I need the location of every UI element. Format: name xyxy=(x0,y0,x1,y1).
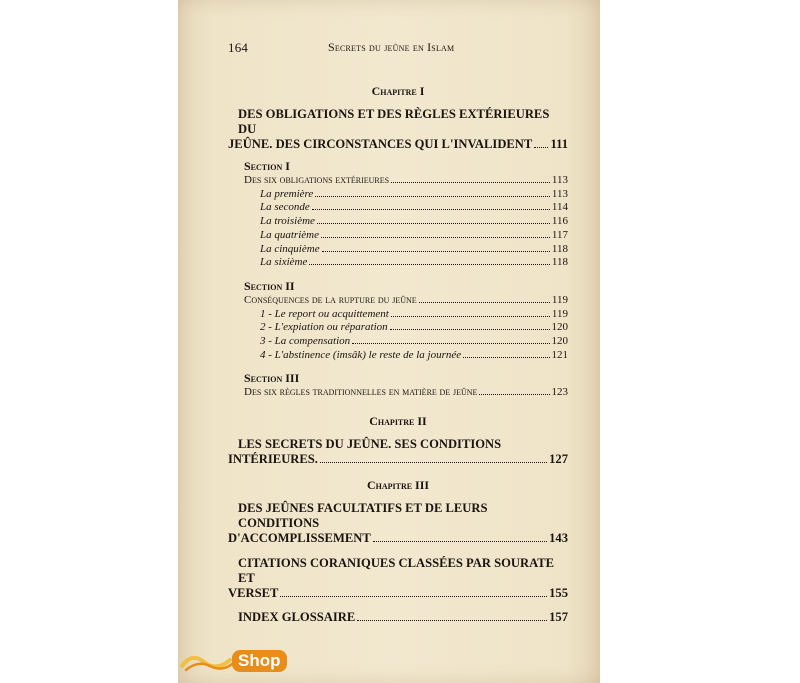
dot-leader xyxy=(317,223,550,224)
entry-page: 120 xyxy=(551,321,568,334)
page-header xyxy=(228,40,584,58)
entry-label: 2 - L'expiation ou réparation xyxy=(260,321,388,334)
toc-row xyxy=(228,321,568,335)
section-3-entry xyxy=(228,386,568,400)
chapter-2-title-line2 xyxy=(228,452,568,467)
entry-page: 119 xyxy=(551,307,568,320)
chapter-1-title-text: JEÛNE. DES CIRCONSTANCES QUI L'INVALIDENT xyxy=(228,137,533,151)
entry-label: Des six obligations extérieures xyxy=(244,174,390,186)
citations-page: 155 xyxy=(549,586,568,601)
entry-page: 118 xyxy=(551,256,568,269)
entry-page: 121 xyxy=(551,348,568,361)
chapter-3-title-line2 xyxy=(228,531,568,546)
chapter-2-page: 127 xyxy=(549,452,568,467)
entry-label: 1 - Le report ou acquittement xyxy=(260,307,389,320)
shop-logo xyxy=(180,648,296,676)
dot-leader xyxy=(357,620,547,621)
dot-leader xyxy=(534,147,548,148)
entry-page: 113 xyxy=(551,187,568,200)
entry-label: La seconde xyxy=(260,201,310,214)
entry-label: La cinquième xyxy=(260,242,320,255)
chapter-2-title-text: INTÉRIEURES. xyxy=(228,452,318,467)
chapter-1-label: Chapitre I xyxy=(371,84,425,98)
section-2-label: Section II xyxy=(244,278,295,293)
table-of-contents xyxy=(228,84,568,625)
dot-leader xyxy=(463,357,549,358)
chapter-2-label: Chapitre II xyxy=(369,414,427,429)
entry-label: Des six règles traditionnelles en matière de jeûne xyxy=(244,386,478,399)
entry-page: 119 xyxy=(551,293,568,306)
entry-page: 118 xyxy=(551,242,568,255)
chapter-1-title-line2 xyxy=(228,137,568,152)
index-page: 157 xyxy=(549,610,568,625)
index-title xyxy=(228,610,568,625)
book-page xyxy=(178,0,600,683)
entry-page: 123 xyxy=(551,386,568,399)
citations-title-line1: CITATIONS CORANIQUES CLASSÉES PAR SOURATE ET xyxy=(238,556,555,586)
chapter-1-page: 111 xyxy=(550,137,568,151)
entry-label: La sixième xyxy=(260,256,308,269)
dot-leader xyxy=(280,596,547,597)
entry-label: Conséquences de la rupture du jeûne xyxy=(244,293,417,306)
chapter-2-title xyxy=(228,437,568,467)
section-2-entry xyxy=(228,294,568,308)
entry-label: La troisième xyxy=(260,215,315,228)
toc-row xyxy=(228,335,568,349)
dot-leader xyxy=(391,316,550,317)
entry-page: 120 xyxy=(551,335,568,348)
toc-row xyxy=(228,243,568,257)
entry-label: La quatrième xyxy=(260,228,319,241)
chapter-3-label: Chapitre III xyxy=(366,478,430,493)
swoosh-icon xyxy=(180,648,236,676)
chapter-3-title-line1: DES JEÛNES FACULTATIFS ET DE LEURS CONDITIONS xyxy=(238,501,488,531)
chapter-1-title xyxy=(228,107,568,152)
toc-row xyxy=(228,349,568,363)
chapter-3-page: 143 xyxy=(549,531,568,546)
toc-row xyxy=(228,229,568,243)
dot-leader xyxy=(322,251,550,252)
chapter-1-title-line1: DES OBLIGATIONS ET DES RÈGLES EXTÉRIEURES DU xyxy=(238,107,550,136)
index-title-line xyxy=(228,610,568,625)
dot-leader xyxy=(419,302,550,303)
toc-row xyxy=(228,188,568,202)
chapter-2-title-line1: LES SECRETS DU JEÛNE. SES CONDITIONS xyxy=(238,437,502,452)
section-2-items xyxy=(228,308,568,363)
dot-leader xyxy=(320,462,547,463)
dot-leader xyxy=(309,264,550,265)
entry-page: 117 xyxy=(551,228,568,241)
entry-page: 114 xyxy=(551,201,568,214)
entry-page: 113 xyxy=(551,174,568,186)
section-1-entry xyxy=(228,174,568,188)
logo-text: Shop xyxy=(232,650,287,672)
chapter-3-title xyxy=(228,501,568,546)
toc-row xyxy=(228,256,568,270)
section-1-items xyxy=(228,188,568,270)
dot-leader xyxy=(373,541,547,542)
index-title-text: INDEX GLOSSAIRE xyxy=(238,610,356,625)
page-number: 164 xyxy=(228,40,249,55)
citations-title-line2 xyxy=(228,586,568,601)
entry-label: 3 - La compensation xyxy=(260,335,351,348)
running-title: Secrets du jeûne en Islam xyxy=(328,40,455,54)
dot-leader xyxy=(312,209,550,210)
dot-leader xyxy=(390,329,550,330)
entry-label: 4 - L'abstinence (imsâk) le reste de la journée xyxy=(260,348,462,361)
toc-row xyxy=(228,308,568,322)
section-1-label: Section I xyxy=(244,159,290,173)
chapter-3-title-text: D'ACCOMPLISSEMENT xyxy=(228,531,371,546)
dot-leader xyxy=(315,196,550,197)
citations-title-text: VERSET xyxy=(228,586,279,601)
dot-leader xyxy=(391,182,550,183)
dot-leader xyxy=(352,343,549,344)
citations-title xyxy=(228,556,568,601)
entry-page: 116 xyxy=(551,215,568,228)
entry-label: La première xyxy=(260,187,314,200)
toc-row xyxy=(228,215,568,229)
dot-leader xyxy=(321,237,550,238)
toc-row xyxy=(228,201,568,215)
dot-leader xyxy=(479,394,549,395)
section-3-label: Section III xyxy=(244,371,300,386)
